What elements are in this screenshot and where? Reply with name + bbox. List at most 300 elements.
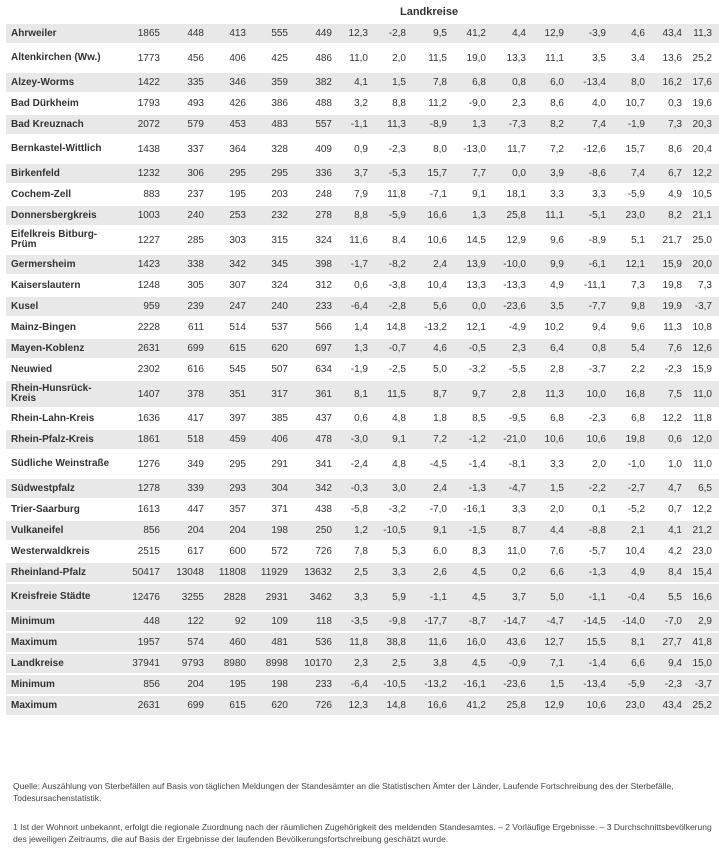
table-cell: 342: [208, 255, 250, 274]
table-cell: 338: [164, 255, 208, 274]
table-cell: 7,1: [530, 654, 568, 673]
table-cell: 8,8: [372, 94, 410, 113]
table-cell: 122: [164, 612, 208, 631]
table-cell: 856: [118, 675, 164, 694]
table-cell: 5,0: [530, 584, 568, 610]
table-cell: -1,1: [336, 115, 372, 134]
table-cell: 16,6: [410, 206, 451, 225]
table-cell: 448: [164, 24, 208, 43]
table-cell: 16,6: [686, 584, 716, 610]
table-cell: -7,0: [410, 500, 451, 519]
table-cell: 20,0: [686, 255, 716, 274]
table-cell: 0,9: [336, 136, 372, 162]
table-cell: 21,1: [686, 206, 716, 225]
table-cell: 0,6: [336, 409, 372, 428]
table-cell: 3,4: [610, 45, 649, 71]
table-cell: 14,5: [451, 227, 490, 253]
row-label: Kaiserslautern: [6, 276, 118, 295]
table-cell: 19,0: [451, 45, 490, 71]
table-cell: -1,0: [610, 451, 649, 477]
table-cell: 12,9: [490, 227, 530, 253]
table-cell: -13,2: [410, 675, 451, 694]
table-cell: 1,8: [410, 409, 451, 428]
table-row: [6, 584, 719, 610]
row-label: Minimum: [6, 612, 118, 631]
table-row: [6, 164, 719, 183]
row-label: Bad Dürkheim: [6, 94, 118, 113]
table-cell: 0,7: [649, 500, 686, 519]
table-cell: 349: [164, 451, 208, 477]
table-row: [6, 297, 719, 316]
table-cell: 600: [208, 542, 250, 561]
table-cell: 23,0: [610, 206, 649, 225]
table-cell: 337: [164, 136, 208, 162]
table-cell: 1,3: [451, 115, 490, 134]
row-label: Rhein-Lahn-Kreis: [6, 409, 118, 428]
table-cell: 11,0: [490, 542, 530, 561]
table-cell: 11,2: [410, 94, 451, 113]
table-cell: 9,6: [530, 227, 568, 253]
table-cell: 620: [250, 339, 292, 358]
table-cell: -13,4: [568, 675, 610, 694]
table-cell: 12,6: [686, 339, 716, 358]
table-cell: -14,0: [610, 612, 649, 631]
table-cell: 6,7: [649, 164, 686, 183]
table-cell: 361: [292, 381, 336, 407]
table-cell: 198: [250, 521, 292, 540]
table-cell: 41,2: [451, 24, 490, 43]
table-cell: 9,1: [372, 430, 410, 449]
table-cell: 483: [250, 115, 292, 134]
table-cell: -5,9: [610, 675, 649, 694]
table-cell: 8,7: [490, 521, 530, 540]
table-cell: -2,5: [372, 360, 410, 379]
table-cell: 43,4: [649, 696, 686, 715]
table-cell: -2,8: [372, 24, 410, 43]
table-cell: 488: [292, 94, 336, 113]
table-cell: 15,9: [686, 360, 716, 379]
table-cell: 7,2: [530, 136, 568, 162]
table-cell: 10,6: [568, 430, 610, 449]
table-cell: 16,0: [451, 633, 490, 652]
table-cell: 615: [208, 696, 250, 715]
table-cell: 616: [164, 360, 208, 379]
table-cell: 7,4: [568, 115, 610, 134]
table-cell: -14,5: [568, 612, 610, 631]
table-cell: -11,1: [568, 276, 610, 295]
table-row: [6, 339, 719, 358]
table-cell: 3,7: [336, 164, 372, 183]
table-cell: -6,4: [336, 297, 372, 316]
table-cell: 3,2: [336, 94, 372, 113]
table-cell: -3,0: [336, 430, 372, 449]
table-cell: 25,2: [686, 696, 716, 715]
table-cell: 317: [250, 381, 292, 407]
table-cell: 2,2: [610, 360, 649, 379]
table-cell: 293: [208, 479, 250, 498]
table-cell: 13,3: [451, 276, 490, 295]
table-cell: 1407: [118, 381, 164, 407]
table-cell: 2072: [118, 115, 164, 134]
table-cell: 2228: [118, 318, 164, 337]
table-cell: 13,9: [451, 255, 490, 274]
table-cell: -2,3: [568, 409, 610, 428]
table-cell: 12,7: [530, 633, 568, 652]
table-cell: 486: [292, 45, 336, 71]
table-cell: 883: [118, 185, 164, 204]
table-cell: 2,0: [568, 451, 610, 477]
table-cell: 4,0: [568, 94, 610, 113]
table-row: [6, 73, 719, 92]
table-cell: 9,8: [610, 297, 649, 316]
table-cell: 295: [250, 164, 292, 183]
table-cell: 7,7: [451, 164, 490, 183]
table-cell: 2,4: [410, 479, 451, 498]
table-row: [6, 675, 719, 694]
table-cell: 1,3: [336, 339, 372, 358]
table-cell: -5,7: [568, 542, 610, 561]
table-cell: 7,5: [649, 381, 686, 407]
table-cell: 4,1: [649, 521, 686, 540]
table-cell: 398: [292, 255, 336, 274]
table-cell: 8,5: [451, 409, 490, 428]
table-cell: -2,3: [372, 136, 410, 162]
table-cell: 3,8: [410, 654, 451, 673]
table-cell: 12,1: [610, 255, 649, 274]
table-cell: 8,7: [410, 381, 451, 407]
table-cell: -8,1: [490, 451, 530, 477]
table-row: [6, 633, 719, 652]
table-cell: 378: [164, 381, 208, 407]
table-cell: 306: [164, 164, 208, 183]
table-cell: 6,0: [410, 542, 451, 561]
row-label: Altenkirchen (Ww.): [6, 45, 118, 71]
table-cell: 1003: [118, 206, 164, 225]
table-cell: -5,1: [568, 206, 610, 225]
table-cell: 4,4: [490, 24, 530, 43]
table-cell: 18,1: [490, 185, 530, 204]
table-cell: -5,3: [372, 164, 410, 183]
table-cell: 41,2: [451, 696, 490, 715]
table-cell: 198: [250, 675, 292, 694]
table-cell: 13048: [164, 563, 208, 582]
table-cell: 10,8: [686, 318, 716, 337]
table-cell: 9,7: [451, 381, 490, 407]
table-cell: 1,3: [451, 206, 490, 225]
table-cell: 232: [250, 206, 292, 225]
table-cell: 9,4: [568, 318, 610, 337]
table-cell: 537: [250, 318, 292, 337]
table-cell: 0,8: [490, 73, 530, 92]
table-cell: 4,8: [372, 451, 410, 477]
row-label: Birkenfeld: [6, 164, 118, 183]
table-cell: 6,8: [530, 409, 568, 428]
table-cell: -2,2: [568, 479, 610, 498]
table-cell: 253: [208, 206, 250, 225]
table-cell: 295: [208, 164, 250, 183]
table-cell: 5,0: [410, 360, 451, 379]
table-cell: 514: [208, 318, 250, 337]
table-cell: 19,9: [649, 297, 686, 316]
row-label: Eifelkreis Bitburg-Prüm: [6, 227, 118, 253]
table-cell: 43,6: [490, 633, 530, 652]
table-cell: 295: [208, 451, 250, 477]
table-cell: -17,7: [410, 612, 451, 631]
table-cell: 0,8: [568, 339, 610, 358]
table-cell: 2,9: [686, 612, 716, 631]
table-cell: -2,3: [649, 360, 686, 379]
row-label: Mayen-Koblenz: [6, 339, 118, 358]
table-cell: 4,2: [649, 542, 686, 561]
row-label: Rhein-Hunsrück-Kreis: [6, 381, 118, 407]
table-cell: 339: [164, 479, 208, 498]
row-label: Rhein-Pfalz-Kreis: [6, 430, 118, 449]
source-note: Quelle: Auszählung von Sterbefällen auf Basis von täglichen Meldungen der Standesämter an die Statistischen Ämter der Länder, Laufende Fortschreibung des der Sterbefälle, Todesursachenstatistik.: [13, 781, 674, 803]
row-label: Südliche Weinstraße: [6, 451, 118, 477]
table-cell: 37941: [118, 654, 164, 673]
table-cell: 2,3: [336, 654, 372, 673]
table-cell: 2,6: [410, 563, 451, 582]
table-cell: 248: [292, 185, 336, 204]
table-row: [6, 185, 719, 204]
table-cell: 13,3: [490, 45, 530, 71]
table-cell: 359: [250, 73, 292, 92]
table-cell: 342: [292, 479, 336, 498]
table-cell: -8,2: [372, 255, 410, 274]
table-cell: 43,4: [649, 24, 686, 43]
table-cell: 536: [292, 633, 336, 652]
table-cell: -8,6: [568, 164, 610, 183]
table-cell: 335: [164, 73, 208, 92]
table-cell: 1,5: [530, 479, 568, 498]
table-cell: 285: [164, 227, 208, 253]
table-cell: -5,9: [610, 185, 649, 204]
table-cell: -1,4: [568, 654, 610, 673]
table-cell: 4,9: [649, 185, 686, 204]
table-cell: 3255: [164, 584, 208, 610]
table-cell: 11,3: [530, 381, 568, 407]
table-cell: 9,5: [410, 24, 451, 43]
table-cell: 15,4: [686, 563, 716, 582]
table-cell: 1773: [118, 45, 164, 71]
table-cell: 11,8: [686, 409, 716, 428]
table-cell: 7,8: [410, 73, 451, 92]
table-cell: 25,8: [490, 206, 530, 225]
table-cell: 1,5: [372, 73, 410, 92]
table-cell: -4,7: [530, 612, 568, 631]
table-cell: -6,4: [336, 675, 372, 694]
table-cell: 9,6: [610, 318, 649, 337]
table-cell: -3,2: [451, 360, 490, 379]
table-cell: 2,5: [336, 563, 372, 582]
table-cell: -12,6: [568, 136, 610, 162]
table-cell: 5,4: [610, 339, 649, 358]
table-cell: 10170: [292, 654, 336, 673]
table-cell: 438: [292, 500, 336, 519]
table-cell: -4,9: [490, 318, 530, 337]
table-cell: 3,3: [372, 563, 410, 582]
table-cell: -23,6: [490, 297, 530, 316]
table-cell: 2,8: [490, 381, 530, 407]
table-cell: 12,3: [336, 696, 372, 715]
table-cell: -1,4: [451, 451, 490, 477]
table-cell: 6,5: [686, 479, 716, 498]
table-cell: 8,8: [336, 206, 372, 225]
table-cell: 8,2: [649, 206, 686, 225]
table-cell: 364: [208, 136, 250, 162]
table-cell: 9793: [164, 654, 208, 673]
table-row: [6, 696, 719, 715]
table-cell: 14,8: [372, 318, 410, 337]
row-label: Kusel: [6, 297, 118, 316]
table-cell: 4,9: [530, 276, 568, 295]
table-cell: 11,3: [686, 24, 716, 43]
table-cell: 1793: [118, 94, 164, 113]
table-cell: 16,8: [610, 381, 649, 407]
table-cell: -1,1: [568, 584, 610, 610]
table-cell: 7,3: [649, 115, 686, 134]
table-cell: -8,9: [568, 227, 610, 253]
table-cell: -16,1: [451, 500, 490, 519]
table-cell: 385: [250, 409, 292, 428]
table-cell: 12,2: [686, 164, 716, 183]
table-cell: 11,8: [336, 633, 372, 652]
table-cell: 1957: [118, 633, 164, 652]
table-cell: 12,0: [686, 430, 716, 449]
table-cell: 12,2: [649, 409, 686, 428]
table-cell: 8,1: [610, 633, 649, 652]
table-cell: 11,1: [530, 45, 568, 71]
table-cell: -1,1: [410, 584, 451, 610]
table-body: [6, 24, 719, 715]
table-row: [6, 360, 719, 379]
table-cell: 448: [118, 612, 164, 631]
table-cell: 195: [208, 675, 250, 694]
row-label: Maximum: [6, 633, 118, 652]
table-cell: 456: [164, 45, 208, 71]
table-cell: 357: [208, 500, 250, 519]
table-cell: 0,3: [649, 94, 686, 113]
table-cell: 9,1: [451, 185, 490, 204]
table-cell: 247: [208, 297, 250, 316]
table-cell: 15,7: [410, 164, 451, 183]
table-cell: 574: [164, 633, 208, 652]
table-cell: 2302: [118, 360, 164, 379]
table-cell: 697: [292, 339, 336, 358]
table-cell: 11,8: [372, 185, 410, 204]
table-cell: -3,8: [372, 276, 410, 295]
table-cell: 579: [164, 115, 208, 134]
table-cell: 8980: [208, 654, 250, 673]
table-cell: -10,0: [490, 255, 530, 274]
mortality-table: [6, 22, 719, 717]
table-cell: 3,7: [490, 584, 530, 610]
table-cell: -23,6: [490, 675, 530, 694]
table-cell: 23,0: [686, 542, 716, 561]
table-cell: 12,2: [686, 500, 716, 519]
table-row: [6, 94, 719, 113]
table-cell: 14,8: [372, 696, 410, 715]
table-cell: 346: [208, 73, 250, 92]
table-cell: 203: [250, 185, 292, 204]
table-cell: 611: [164, 318, 208, 337]
table-cell: -8,8: [568, 521, 610, 540]
table-cell: 11,0: [336, 45, 372, 71]
table-cell: 4,5: [451, 584, 490, 610]
table-cell: 25,8: [490, 696, 530, 715]
table-cell: 5,3: [372, 542, 410, 561]
table-cell: 11,6: [336, 227, 372, 253]
table-cell: 328: [250, 136, 292, 162]
table-cell: 204: [164, 521, 208, 540]
table-cell: 4,7: [649, 479, 686, 498]
table-cell: 21,7: [649, 227, 686, 253]
table-cell: -5,8: [336, 500, 372, 519]
row-label: Cochem-Zell: [6, 185, 118, 204]
table-cell: 50417: [118, 563, 164, 582]
table-cell: -3,9: [568, 24, 610, 43]
table-cell: 10,2: [530, 318, 568, 337]
table-cell: -0,4: [610, 584, 649, 610]
table-cell: 12476: [118, 584, 164, 610]
table-cell: 6,6: [530, 563, 568, 582]
table-cell: 237: [164, 185, 208, 204]
table-cell: 1636: [118, 409, 164, 428]
table-cell: 2515: [118, 542, 164, 561]
table-cell: 634: [292, 360, 336, 379]
table-cell: 5,6: [410, 297, 451, 316]
table-cell: 19,8: [649, 276, 686, 295]
table-cell: 4,8: [372, 409, 410, 428]
row-label: Bad Kreuznach: [6, 115, 118, 134]
table-cell: 620: [250, 696, 292, 715]
table-cell: 13632: [292, 563, 336, 582]
table-cell: -3,2: [372, 500, 410, 519]
table-cell: 10,4: [410, 276, 451, 295]
table-cell: 10,6: [568, 696, 610, 715]
table-cell: 453: [208, 115, 250, 134]
table-cell: -7,1: [410, 185, 451, 204]
table-cell: 406: [208, 45, 250, 71]
table-cell: 4,4: [530, 521, 568, 540]
table-row: [6, 563, 719, 582]
table-cell: 8,3: [451, 542, 490, 561]
table-cell: 8,6: [530, 94, 568, 113]
table-cell: 7,6: [649, 339, 686, 358]
table-cell: 307: [208, 276, 250, 295]
table-cell: 2,5: [372, 654, 410, 673]
table-cell: 8,6: [649, 136, 686, 162]
table-cell: 11,7: [490, 136, 530, 162]
row-label: Germersheim: [6, 255, 118, 274]
table-cell: -3,7: [686, 675, 716, 694]
table-cell: 4,5: [451, 654, 490, 673]
row-label: Südwestpfalz: [6, 479, 118, 498]
table-cell: -2,8: [372, 297, 410, 316]
table-cell: 5,9: [372, 584, 410, 610]
table-cell: 437: [292, 409, 336, 428]
table-cell: 3,3: [336, 584, 372, 610]
table-cell: 351: [208, 381, 250, 407]
table-cell: 449: [292, 24, 336, 43]
table-cell: 481: [250, 633, 292, 652]
table-cell: 8,4: [649, 563, 686, 582]
table-cell: 447: [164, 500, 208, 519]
table-cell: -1,9: [336, 360, 372, 379]
table-cell: 2,3: [490, 94, 530, 113]
row-label: Donnersbergkreis: [6, 206, 118, 225]
table-cell: 1248: [118, 276, 164, 295]
